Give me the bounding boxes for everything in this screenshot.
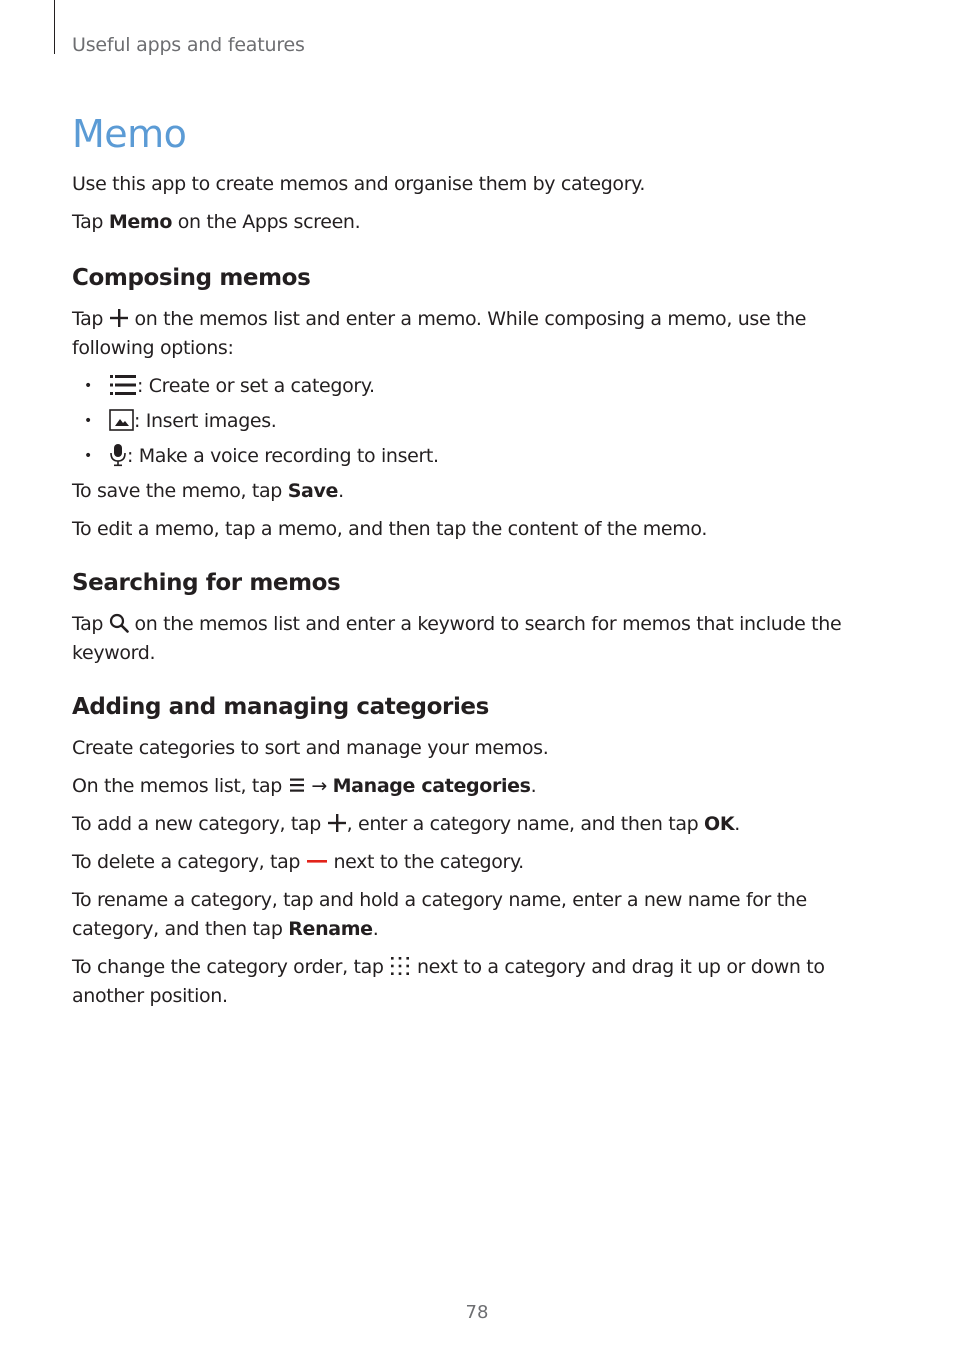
margin-rule	[54, 0, 55, 54]
create-paragraph: Create categories to sort and manage your memos.	[72, 737, 549, 759]
text: : Create or set a category.	[137, 375, 375, 397]
text: To delete a category, tap	[72, 851, 306, 873]
text: To save the memo, tap	[72, 480, 288, 502]
delete-paragraph	[72, 848, 882, 877]
memo-app-name: Memo	[108, 211, 173, 233]
rename-paragraph	[72, 886, 882, 944]
image-icon	[109, 409, 134, 431]
bullet: •	[84, 413, 92, 429]
text: .	[734, 813, 740, 835]
composing-paragraph	[72, 305, 882, 363]
manage-paragraph	[72, 772, 882, 801]
heading-searching-memos: Searching for memos	[72, 570, 341, 596]
add-paragraph	[72, 810, 882, 839]
text: on the memos list and enter a memo. While composing a memo, use the following options:	[72, 308, 807, 359]
heading-composing-memos: Composing memos	[72, 265, 311, 291]
text: To add a new category, tap	[72, 813, 327, 835]
bullet: •	[84, 448, 92, 464]
drag-handle-icon	[389, 955, 411, 977]
manage-categories-label: Manage categories	[332, 775, 531, 797]
text: on the memos list and enter a keyword to search for memos that include the keyword.	[72, 613, 842, 664]
page-content	[72, 108, 882, 1020]
text: Tap	[72, 613, 109, 635]
menu-icon	[288, 776, 306, 794]
text: next to the category.	[327, 851, 524, 873]
searching-paragraph	[72, 610, 882, 668]
minus-icon	[306, 854, 328, 868]
intro-paragraph: Use this app to create memos and organise them by category.	[72, 173, 646, 195]
text: To rename a category, tap and hold a category name, enter a new name for the category, and then tap	[72, 889, 807, 940]
text: To change the category order, tap	[72, 956, 390, 978]
list-item	[72, 407, 882, 436]
search-icon	[109, 613, 129, 633]
plus-icon	[327, 813, 347, 833]
text: .	[530, 775, 537, 797]
text: .	[338, 480, 344, 502]
ok-label: OK	[704, 813, 735, 835]
save-label: Save	[287, 480, 339, 502]
text: Tap	[72, 308, 109, 330]
page-title: Memo	[72, 112, 187, 156]
microphone-icon	[109, 443, 127, 467]
list-item	[72, 442, 882, 471]
text: : Insert images.	[134, 410, 277, 432]
text: next to a category and drag it up or down to another position.	[72, 956, 825, 1007]
text: On the memos list, tap	[72, 775, 288, 797]
text: on the Apps screen.	[172, 211, 361, 233]
running-header: Useful apps and features	[72, 34, 305, 56]
bullet: •	[84, 378, 92, 394]
heading-adding-managing-categories: Adding and managing categories	[72, 694, 489, 720]
category-list-icon	[109, 373, 137, 397]
text: : Make a voice recording to insert.	[127, 445, 439, 467]
text: , enter a category name, and then tap	[346, 813, 705, 835]
intro-tap-paragraph	[72, 208, 882, 237]
text: .	[372, 918, 379, 940]
page-number: 78	[465, 1302, 489, 1323]
edit-paragraph: To edit a memo, tap a memo, and then tap the content of the memo.	[72, 518, 708, 540]
text: Tap	[72, 211, 109, 233]
rename-label: Rename	[288, 918, 373, 940]
plus-icon	[109, 308, 129, 328]
arrow: →	[305, 775, 333, 797]
save-paragraph	[72, 477, 882, 506]
order-paragraph	[72, 953, 882, 1011]
options-list	[72, 372, 882, 471]
list-item	[72, 372, 882, 401]
